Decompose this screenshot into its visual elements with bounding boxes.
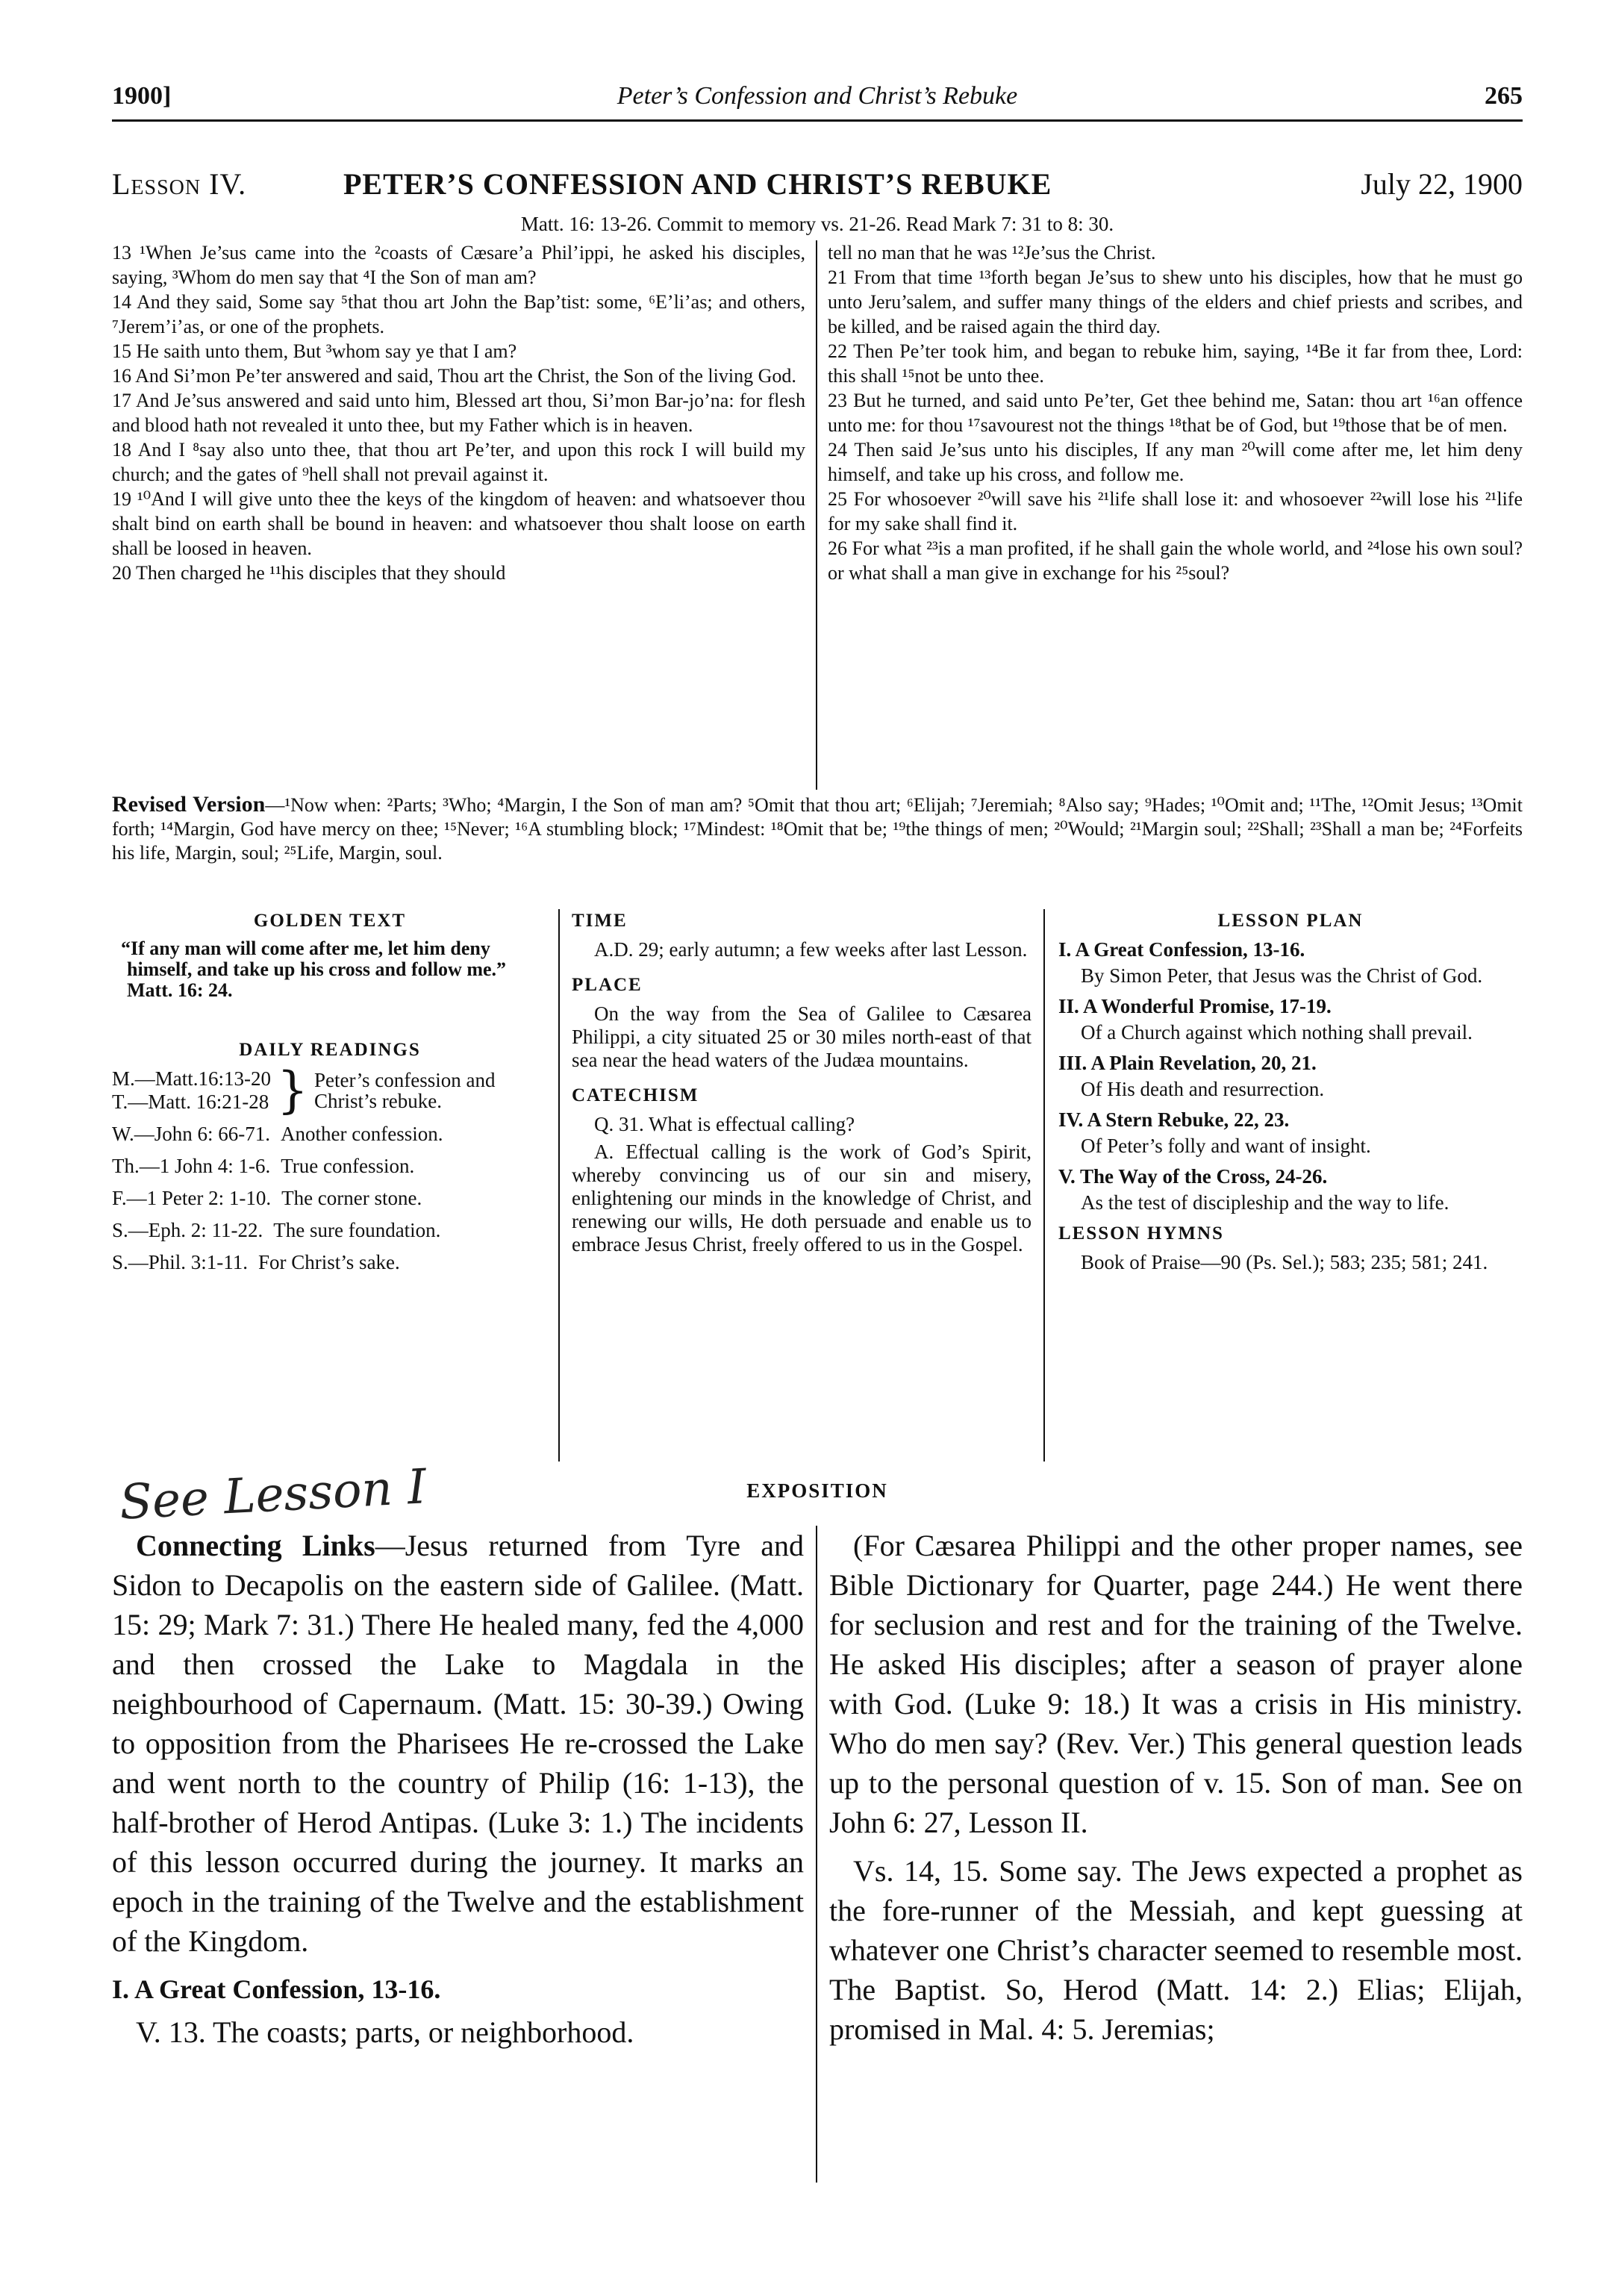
running-title: Peter’s Confession and Christ’s Rebuke: [617, 82, 1018, 110]
lesson-hymns-text: Book of Praise—90 (Ps. Sel.); 583; 235; 581; 241.: [1081, 1251, 1488, 1273]
lesson-reference: Matt. 16: 13-26. Commit to memory vs. 21-26. Read Mark 7: 31 to 8: 30.: [520, 213, 1114, 235]
verse-26: 26 For what ²³is a man profited, if he shall gain the whole world, and ²⁴lose his own soul? or what shall a man give in exchange for his ²⁵soul?: [828, 537, 1523, 584]
catechism-question: Q. 31. What is effectual calling?: [594, 1113, 855, 1135]
reading-ref-tuesday: T.—Matt. 16:21-28: [112, 1091, 269, 1113]
plan-item-desc: Of a Church against which nothing shall prevail.: [1081, 1021, 1473, 1044]
handwritten-note: See Lesson I: [118, 1459, 428, 1531]
verse-15: 15 He saith unto them, But ³whom say ye that I am?: [112, 340, 517, 362]
reading-ref-monday: M.—Matt.16:13-20: [112, 1067, 271, 1090]
time-heading: TIME: [572, 911, 628, 931]
revised-version: [112, 793, 1523, 888]
catechism-answer: A. Effectual calling is the work of God’s Spirit, whereby convincing us of our sin and misery, enlightening our minds in the knowledge of Christ, and renewing our wills, He doth persuade and enable us to embrace Jesus Christ, freely offered to us in the Gospel.: [572, 1141, 1031, 1255]
plan-item-desc: Of Peter’s folly and want of insight.: [1081, 1135, 1371, 1157]
scripture-text: [112, 240, 1523, 790]
daily-readings-group: [112, 1061, 548, 1119]
verse-24: 24 Then said Je’sus unto his disciples, If any man ²⁰will come after me, let him deny himself, and take up his cross, and follow me.: [828, 439, 1523, 485]
time-text: A.D. 29; early autumn; a few weeks after last Lesson.: [594, 938, 1028, 961]
reading-ref: S.—Phil. 3:1-11.: [112, 1251, 249, 1273]
plan-item-title: I. A Great Confession, 13-16.: [1058, 938, 1305, 961]
verse-16: 16 And Si’mon Pe’ter answered and said, Thou art the Christ, the Son of the living God.: [112, 365, 796, 387]
lesson-info: [112, 909, 1523, 1461]
exposition-paragraph: V. 13. The coasts; parts, or neighborhood.: [136, 2015, 634, 2049]
page-number: 265: [1485, 82, 1523, 110]
verse-22: 22 Then Pe’ter took him, and began to rebuke him, saying, ¹⁴Be it far from thee, Lord: this shall ¹⁵not be unto thee.: [828, 340, 1523, 387]
exposition-heading: EXPOSITION: [746, 1479, 888, 1502]
plan-item-desc: By Simon Peter, that Jesus was the Christ of God.: [1081, 964, 1483, 987]
revised-version-heading: Revised Version: [112, 793, 266, 817]
info-column-2: [560, 909, 1045, 1461]
running-header: [112, 82, 1523, 122]
daily-readings-heading: DAILY READINGS: [239, 1040, 421, 1060]
page: [112, 82, 1523, 2262]
lesson-title-row: [112, 166, 1523, 208]
verse-21: 21 From that time ¹³forth began Je’sus to shew unto his disciples, how that he must go unto Jeru’salem, and suffer many things of the elders and chief priests and scribes, and be killed, and be raised again the third day.: [828, 266, 1523, 337]
reading-desc: For Christ’s sake.: [258, 1251, 400, 1273]
revised-version-text: —¹Now when: ²Parts; ³Who; ⁴Margin, I the Son of man am? ⁵Omit that thou art; ⁶Elijah; ⁷Jeremiah; ⁸Also say; ⁹Hades; ¹⁰Omit and; ¹¹The, ¹²Omit Jesus; ¹³Omit forth; ¹⁴Margin, God have mercy on thee; ¹⁵Never; ¹⁶A stumbling block; ¹⁷Mindest: ¹⁸Omit that be; ¹⁹the things of men; ²⁰Would; ²¹Margin soul; ²²Shall; ²³Shall a man be; ²⁴Forfeits his life, Margin, soul; ²⁵Life, Margin, soul.: [112, 794, 1523, 864]
exposition-heading-row: [112, 1459, 1523, 1531]
exposition-column-left: [112, 1526, 817, 2183]
golden-text: “If any man will come after me, let him deny himself, and take up his cross and follow me.” Matt. 16: 24.: [121, 938, 507, 1001]
reading-row: [112, 1123, 548, 1146]
verse-23: 23 But he turned, and said unto Pe’ter, Get thee behind me, Satan: thou art ¹⁶an offence unto me: for thou ¹⁷savourest not the things ¹⁸that be of God, but ¹⁹those that be of men.: [828, 390, 1523, 436]
exposition-paragraph: [112, 1526, 804, 1961]
plan-item-title: IV. A Stern Rebuke, 22, 23.: [1058, 1108, 1290, 1131]
lesson-number: Lesson IV.: [112, 167, 247, 201]
reading-desc: Another confession.: [281, 1123, 443, 1145]
plan-item-desc: Of His death and resurrection.: [1081, 1078, 1325, 1100]
verse-19: 19 ¹⁰And I will give unto thee the keys of the kingdom of heaven: and whatsoever thou shalt bind on earth shall be bound in heaven: and whatsoever thou shalt loose on earth shall be loosed in heaven.: [112, 488, 805, 559]
verse-20-cont: tell no man that he was ¹²Je’sus the Christ.: [828, 242, 1156, 263]
exposition-subheading: I. A Great Confession, 13-16.: [112, 1974, 441, 2004]
exposition-paragraph: Vs. 14, 15. Some say. The Jews expected a prophet as the fore-runner of the Messiah, and kept guessing at whatever one Christ’s character seemed to resemble most. The Baptist. So, Herod (Matt. 14: 2.) Elias; Elijah, promised in Mal. 4: 5. Jeremias;: [829, 1854, 1523, 2046]
lesson-hymns-heading: LESSON HYMNS: [1058, 1223, 1224, 1244]
plan-item-title: III. A Plain Revelation, 20, 21.: [1058, 1052, 1317, 1074]
connecting-links-lead: Connecting Links: [136, 1529, 375, 1562]
verse-20: 20 Then charged he ¹¹his disciples that they should: [112, 562, 506, 584]
info-column-1: [112, 909, 560, 1461]
exposition: [112, 1526, 1523, 2183]
scripture-column-left: [112, 240, 817, 790]
reading-desc: True confession.: [281, 1155, 415, 1177]
plan-item-title: V. The Way of the Cross, 24-26.: [1058, 1165, 1328, 1188]
brace-glyph: }: [277, 1061, 308, 1119]
plan-item-title: II. A Wonderful Promise, 17-19.: [1058, 995, 1332, 1017]
reading-desc: The corner stone.: [281, 1187, 422, 1209]
reading-row: [112, 1187, 548, 1210]
verse-18: 18 And I ⁸say also unto thee, that thou art Pe’ter, and upon this rock I will build my church; and the gates of ⁹hell shall not prevail against it.: [112, 439, 805, 485]
golden-text-heading: GOLDEN TEXT: [253, 911, 407, 931]
reading-ref: S.—Eph. 2: 11-22.: [112, 1219, 263, 1241]
lesson-date: July 22, 1900: [1361, 167, 1523, 201]
lesson-title: PETER’S CONFESSION AND CHRIST’S REBUKE: [343, 167, 1052, 201]
scripture-column-right: [817, 240, 1523, 790]
group-refs: [112, 1067, 271, 1114]
reading-group-desc: Peter’s confession and Christ’s rebuke.: [314, 1069, 496, 1112]
exposition-paragraph: (For Cæsarea Philippi and the other proper names, see Bible Dictionary for Quarter, page 244.) He went there for seclusion and rest and for the training of the Twelve. He asked His disciples; after a season of prayer alone with God. (Luke 9: 18.) It was a crisis in His ministry. Who do men say? (Rev. Ver.) This general question leads up to the personal question of v. 15. Son of man. See on John 6: 27, Lesson II.: [829, 1529, 1523, 1839]
plan-item-desc: As the test of discipleship and the way to life.: [1081, 1191, 1449, 1214]
info-column-3: [1045, 909, 1523, 1461]
lesson-plan-heading: LESSON PLAN: [1217, 911, 1364, 931]
exposition-column-right: [817, 1526, 1523, 2183]
place-heading: PLACE: [572, 975, 643, 995]
reading-ref: F.—1 Peter 2: 1-10.: [112, 1187, 272, 1209]
reading-row: [112, 1219, 548, 1242]
verse-13: 13 ¹When Je’sus came into the ²coasts of Cæsare’a Phil’ippi, he asked his disciples, saying, ³Whom do men say that ⁴I the Son of man am?: [112, 242, 805, 288]
verse-14: 14 And they said, Some say ⁵that thou art John the Bap’tist: some, ⁶E’li’as; and others, ⁷Jerem’i’as, or one of the prophets.: [112, 291, 805, 337]
verse-25: 25 For whosoever ²⁰will save his ²¹life shall lose it: and whosoever ²²will lose his ²¹life for my sake shall find it.: [828, 488, 1523, 534]
header-year: 1900]: [112, 82, 172, 110]
reading-ref: Th.—1 John 4: 1-6.: [112, 1155, 271, 1177]
reading-row: [112, 1251, 548, 1274]
place-text: On the way from the Sea of Galilee to Cæsarea Philippi, a city situated 25 or 30 miles north-east of that sea near the head waters of the Judæa mountains.: [572, 1002, 1031, 1071]
reading-ref: W.—John 6: 66-71.: [112, 1123, 271, 1145]
reading-desc: The sure foundation.: [273, 1219, 441, 1241]
reading-row: [112, 1155, 548, 1178]
verse-17: 17 And Je’sus answered and said unto him, Blessed art thou, Si’mon Bar-jo’na: for flesh and blood hath not revealed it unto thee, but my Father which is in heaven.: [112, 390, 805, 436]
connecting-links-text: —Jesus returned from Tyre and Sidon to Decapolis on the eastern side of Galilee. (Matt. 15: 29; Mark 7: 31.) There He healed many, fed the 4,000 and then crossed the Lake to Magdala in the neighbourhood of Capernaum. (Matt. 15: 30-39.) Owing to opposition from the Pharisees He re-crossed the Lake and went north to the country of Philip (16: 1-13), the half-brother of Herod Antipas. (Luke 3: 1.) The incidents of this lesson occurred during the journey. It marks an epoch in the training of the Twelve and the establishment of the Kingdom.: [112, 1529, 805, 1958]
catechism-heading: CATECHISM: [572, 1085, 699, 1105]
